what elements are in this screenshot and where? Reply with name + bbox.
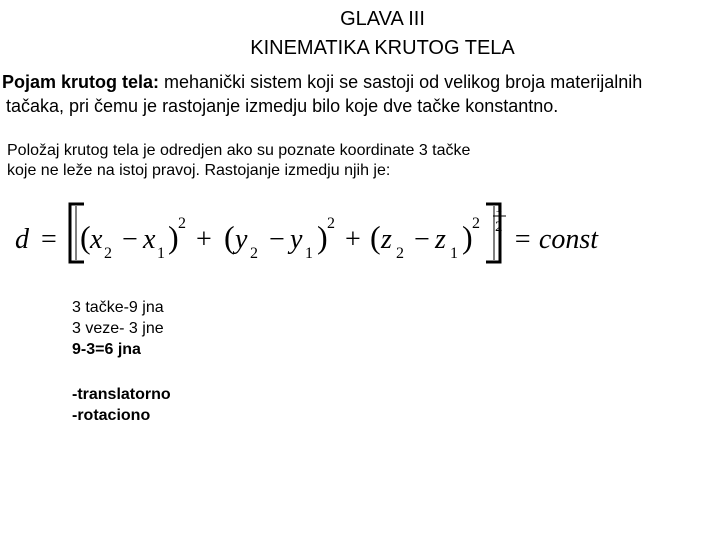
minus-y: − bbox=[269, 224, 285, 255]
chapter-subtitle: KINEMATIKA KRUTOG TELA bbox=[250, 37, 515, 59]
square-y: 2 bbox=[327, 215, 335, 232]
note-line-2: 3 veze- 3 jne bbox=[72, 320, 164, 337]
x1-var: x bbox=[143, 224, 156, 255]
y1-var: y bbox=[290, 224, 303, 255]
y2-var: y bbox=[235, 224, 248, 255]
exponent-numerator: 1 bbox=[495, 200, 503, 216]
formula-equals: = bbox=[41, 224, 57, 255]
plus-2: + bbox=[345, 224, 361, 255]
x1-sub: 1 bbox=[157, 245, 165, 262]
paren-close-x: ) bbox=[168, 219, 179, 255]
z1-var: z bbox=[435, 224, 446, 255]
x2-sub: 2 bbox=[104, 245, 112, 262]
chapter-title: GLAVA III bbox=[340, 8, 425, 30]
note-line-5: -rotaciono bbox=[72, 407, 151, 424]
paragraph-line-1: Položaj krutog tela je odredjen ako su poznate koordinate 3 tačke bbox=[7, 142, 471, 159]
definition-block bbox=[2, 70, 718, 118]
note-line-3: 9-3=6 jna bbox=[72, 341, 141, 358]
z2-var: z bbox=[381, 224, 392, 255]
note-line-4: -translatorno bbox=[72, 386, 171, 403]
paren-open-x: ( bbox=[80, 219, 91, 255]
notes-gap bbox=[72, 360, 171, 384]
exponent-denominator: 2 bbox=[495, 219, 503, 235]
paren-close-z: ) bbox=[462, 219, 473, 255]
note-line-1: 3 tačke-9 jna bbox=[72, 299, 164, 316]
paren-open-z: ( bbox=[370, 219, 381, 255]
paren-close-y: ) bbox=[317, 219, 328, 255]
plus-1: + bbox=[196, 224, 212, 255]
distance-formula bbox=[10, 198, 620, 268]
y2-sub: 2 bbox=[250, 245, 258, 262]
definition-text-1: mehanički sistem koji se sastoji od velikog broja materijalnih bbox=[159, 72, 643, 92]
notes-block bbox=[72, 297, 171, 426]
formula-d: d bbox=[15, 224, 29, 255]
minus-z: − bbox=[414, 224, 430, 255]
formula-rhs: = const bbox=[513, 224, 598, 255]
definition-lead: Pojam krutog tela: bbox=[2, 72, 160, 92]
position-paragraph bbox=[7, 141, 547, 181]
paren-open-y: ( bbox=[224, 219, 235, 255]
definition-text-2: tačaka, pri čemu je rastojanje izmedju bilo koje dve tačke konstantno. bbox=[6, 96, 559, 116]
z2-sub: 2 bbox=[396, 245, 404, 262]
minus-x: − bbox=[122, 224, 138, 255]
square-z: 2 bbox=[472, 215, 480, 232]
formula-svg bbox=[10, 198, 620, 268]
y1-sub: 1 bbox=[305, 245, 313, 262]
z1-sub: 1 bbox=[450, 245, 458, 262]
square-x: 2 bbox=[178, 215, 186, 232]
paragraph-line-2: koje ne leže na istoj pravoj. Rastojanje izmedju njih je: bbox=[7, 162, 391, 179]
x2-var: x bbox=[90, 224, 103, 255]
